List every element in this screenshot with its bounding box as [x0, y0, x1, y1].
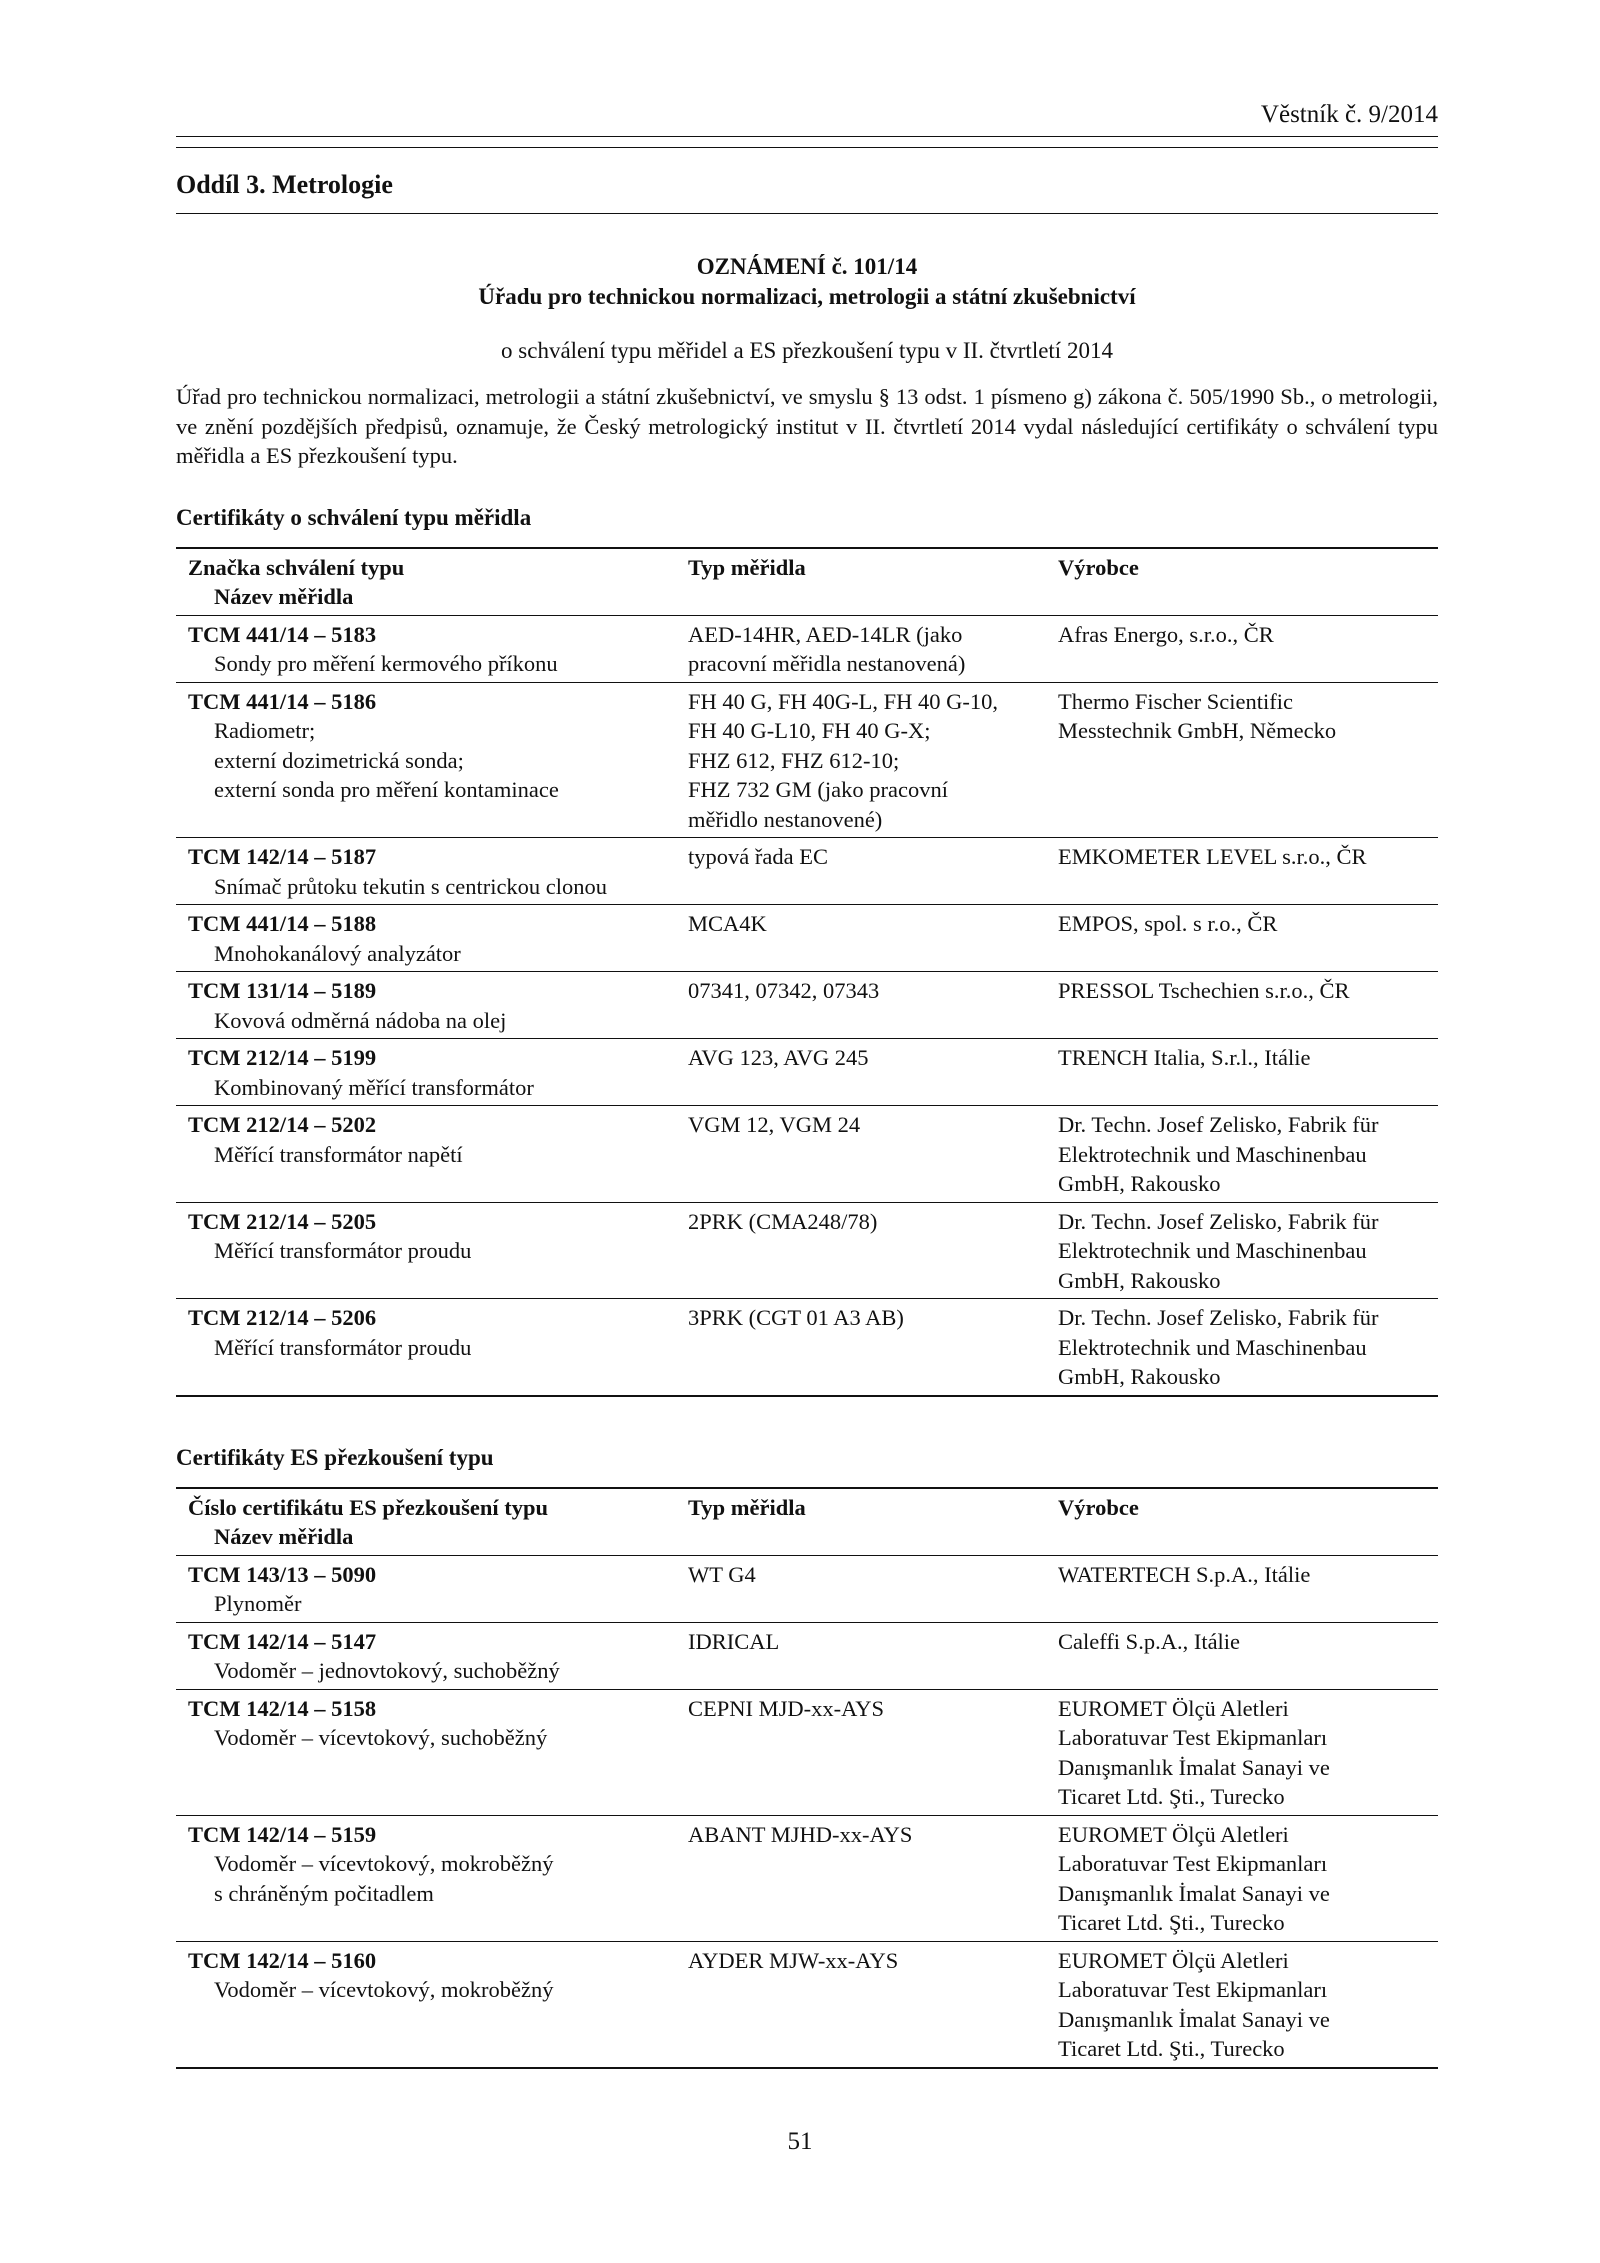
instrument-type-cell [676, 687, 1046, 835]
certificate-code: TCM 142/14 – 5147 [188, 1628, 377, 1654]
manufacturer: EUROMET Ölçü Aletleri [1058, 1695, 1289, 1721]
instrument-type-cell [676, 976, 1046, 1035]
manufacturer: EMPOS, spol. s r.o., ČR [1058, 911, 1278, 936]
certificate-cell [176, 620, 676, 679]
instrument-name: s chráněným počitadlem [214, 1880, 434, 1906]
header-type-label: Typ měřidla [688, 554, 806, 580]
header-cert-label: Číslo certifikátu ES přezkoušení typu [188, 1494, 549, 1520]
manufacturer: Ticaret Ltd. Şti., Turecko [1058, 2036, 1285, 2061]
certificate-code: TCM 441/14 – 5188 [188, 911, 377, 936]
instrument-name: Měřící transformátor proudu [214, 1238, 472, 1263]
announcement-subject: o schválení typu měřidel a ES přezkoušení typu v II. čtvrtletí 2014 [501, 338, 1113, 363]
certificate-cell [176, 909, 676, 968]
certificate-code: TCM 441/14 – 5183 [188, 621, 377, 647]
manufacturer: Laboratuvar Test Ekipmanları [1058, 1725, 1328, 1750]
table-row [176, 1298, 1438, 1395]
instrument-name: Radiometr; [214, 718, 316, 743]
journal-header: Věstník č. 9/2014 [1260, 101, 1438, 128]
manufacturer: Danışmanlık İmalat Sanayi ve [1058, 1754, 1330, 1780]
instrument-name: externí sonda pro měření kontaminace [214, 777, 559, 802]
instrument-type-cell [676, 1303, 1046, 1392]
manufacturer: GmbH, Rakousko [1058, 1267, 1221, 1293]
manufacturer-cell [1046, 1946, 1438, 2064]
instrument-type: ABANT MJHD-xx-AYS [688, 1821, 913, 1847]
manufacturer: Elektrotechnik und Maschinenbau [1058, 1141, 1367, 1167]
certificate-cell [176, 1207, 676, 1296]
certificate-cell [176, 687, 676, 835]
table-row [176, 1941, 1438, 2067]
instrument-type-cell [676, 1110, 1046, 1199]
manufacturer: GmbH, Rakousko [1058, 1171, 1221, 1196]
manufacturer-cell [1046, 1694, 1438, 1812]
manufacturer: Thermo Fischer Scientific [1058, 688, 1293, 714]
instrument-type: FHZ 612, FHZ 612-10; [688, 747, 900, 773]
manufacturer: Ticaret Ltd. Şti., Turecko [1058, 1784, 1285, 1809]
manufacturer: Messtechnik GmbH, Německo [1058, 718, 1337, 743]
instrument-name: Vodoměr – vícevtokový, mokroběžný [214, 1977, 554, 2002]
table-row [176, 1815, 1438, 1941]
header-mark-label: Značka schválení typu [188, 554, 405, 580]
instrument-name: Měřící transformátor proudu [214, 1334, 472, 1360]
instrument-name: Kombinovaný měřící transformátor [214, 1074, 534, 1100]
header-name-label: Název měřidla [214, 1524, 354, 1549]
table-row [176, 1038, 1438, 1105]
instrument-type: typová řada EC [688, 844, 828, 869]
section-rule-bottom [176, 213, 1438, 214]
instrument-type: AED-14HR, AED-14LR (jako [688, 621, 963, 647]
certificate-cell [176, 1110, 676, 1199]
instrument-type-cell [676, 1043, 1046, 1102]
certificate-cell [176, 1946, 676, 2064]
manufacturer: Afras Energo, s.r.o., ČR [1058, 621, 1274, 647]
manufacturer-cell [1046, 620, 1438, 679]
certificate-code: TCM 212/14 – 5206 [188, 1305, 377, 1330]
table-row [176, 904, 1438, 971]
instrument-name: Měřící transformátor napětí [214, 1141, 463, 1167]
instrument-type: AVG 123, AVG 245 [688, 1045, 869, 1070]
es-examination-certificates-table [176, 1487, 1438, 2069]
manufacturer-cell [1046, 976, 1438, 1035]
manufacturer: EUROMET Ölçü Aletleri [1058, 1821, 1289, 1847]
certificate-code: TCM 142/14 – 5187 [188, 844, 377, 869]
instrument-type-cell [676, 620, 1046, 679]
manufacturer-cell [1046, 1303, 1438, 1392]
instrument-type: IDRICAL [688, 1628, 780, 1654]
manufacturer-cell [1046, 842, 1438, 901]
instrument-name: Sondy pro měření kermového příkonu [214, 651, 558, 676]
instrument-name: Mnohokanálový analyzátor [214, 940, 461, 966]
certificate-code: TCM 142/14 – 5158 [188, 1695, 377, 1721]
header-name-label: Název měřidla [214, 584, 354, 609]
table-row [176, 971, 1438, 1038]
certificate-code: TCM 212/14 – 5205 [188, 1208, 377, 1234]
manufacturer: Dr. Techn. Josef Zelisko, Fabrik für [1058, 1305, 1379, 1330]
manufacturer: WATERTECH S.p.A., Itálie [1058, 1561, 1311, 1587]
instrument-type: FH 40 G, FH 40G-L, FH 40 G-10, [688, 688, 999, 714]
announcement-issuer: Úřadu pro technickou normalizaci, metrologii a státní zkušebnictví [478, 284, 1136, 309]
document-page [176, 100, 1438, 2069]
announcement-number: OZNÁMENÍ č. 101/14 [696, 254, 918, 279]
certificate-cell [176, 1820, 676, 1938]
table2-title: Certifikáty ES přezkoušení typu [176, 1444, 494, 1470]
instrument-type: 07341, 07342, 07343 [688, 978, 880, 1003]
instrument-type: 2PRK (CMA248/78) [688, 1208, 878, 1234]
manufacturer: PRESSOL Tschechien s.r.o., ČR [1058, 978, 1350, 1003]
table-header-row [176, 1489, 1438, 1555]
manufacturer: Laboratuvar Test Ekipmanları [1058, 1851, 1328, 1876]
manufacturer-cell [1046, 1110, 1438, 1199]
manufacturer: Ticaret Ltd. Şti., Turecko [1058, 1910, 1285, 1935]
certificate-code: TCM 142/14 – 5159 [188, 1821, 377, 1847]
table-row [176, 1689, 1438, 1815]
header-type-label: Typ měřidla [688, 1494, 806, 1520]
certificate-code: TCM 131/14 – 5189 [188, 978, 377, 1003]
instrument-name: Vodoměr – vícevtokový, suchoběžný [214, 1725, 548, 1750]
manufacturer-cell [1046, 687, 1438, 835]
instrument-type-cell [676, 842, 1046, 901]
manufacturer: Caleffi S.p.A., Itálie [1058, 1628, 1241, 1654]
table-row [176, 1555, 1438, 1622]
instrument-type-cell [676, 1627, 1046, 1686]
instrument-name: Vodoměr – vícevtokový, mokroběžný [214, 1851, 554, 1876]
table-row [176, 615, 1438, 682]
table-row [176, 1622, 1438, 1689]
certificate-cell [176, 1560, 676, 1619]
certificate-code: TCM 212/14 – 5199 [188, 1045, 377, 1070]
certificate-code: TCM 212/14 – 5202 [188, 1112, 377, 1137]
certificate-code: TCM 143/13 – 5090 [188, 1561, 377, 1587]
instrument-name: externí dozimetrická sonda; [214, 747, 464, 773]
manufacturer-cell [1046, 1207, 1438, 1296]
manufacturer: Danışmanlık İmalat Sanayi ve [1058, 2006, 1330, 2032]
instrument-type: pracovní měřidla nestanovená) [688, 651, 966, 676]
manufacturer-cell [1046, 1043, 1438, 1102]
certificate-cell [176, 976, 676, 1035]
manufacturer: Elektrotechnik und Maschinenbau [1058, 1238, 1367, 1263]
manufacturer: Danışmanlık İmalat Sanayi ve [1058, 1880, 1330, 1906]
instrument-type-cell [676, 1207, 1046, 1296]
manufacturer: GmbH, Rakousko [1058, 1364, 1221, 1389]
instrument-type-cell [676, 1694, 1046, 1812]
instrument-type: VGM 12, VGM 24 [688, 1112, 861, 1137]
manufacturer-cell [1046, 909, 1438, 968]
table-row [176, 837, 1438, 904]
header-cert-cell [176, 1493, 676, 1552]
certificate-code: TCM 441/14 – 5186 [188, 688, 377, 714]
instrument-type: FH 40 G-L10, FH 40 G-X; [688, 718, 931, 743]
page-number: 51 [787, 2128, 813, 2155]
header-rule [176, 136, 1438, 137]
manufacturer-cell [1046, 1820, 1438, 1938]
certificate-cell [176, 1043, 676, 1102]
table-row [176, 1105, 1438, 1202]
certificate-cell [176, 842, 676, 901]
manufacturer-cell [1046, 1560, 1438, 1619]
table1-title: Certifikáty o schválení typu měřidla [176, 504, 532, 530]
instrument-type-cell [676, 1560, 1046, 1619]
section-title: Oddíl 3. Metrologie [176, 170, 393, 199]
instrument-type: WT G4 [688, 1561, 756, 1587]
section-heading-block [176, 147, 1438, 214]
manufacturer: Dr. Techn. Josef Zelisko, Fabrik für [1058, 1208, 1379, 1234]
header-maker-label: Výrobce [1058, 554, 1139, 580]
manufacturer: TRENCH Italia, S.r.l., Itálie [1058, 1045, 1311, 1070]
instrument-name: Snímač průtoku tekutin s centrickou clonou [214, 873, 608, 899]
instrument-type: CEPNI MJD-xx-AYS [688, 1695, 885, 1721]
instrument-type: 3PRK (CGT 01 A3 AB) [688, 1305, 904, 1330]
table-row [176, 682, 1438, 838]
certificate-cell [176, 1303, 676, 1392]
certificate-code: TCM 142/14 – 5160 [188, 1947, 377, 1973]
manufacturer: EUROMET Ölçü Aletleri [1058, 1947, 1289, 1973]
manufacturer-cell [1046, 1627, 1438, 1686]
instrument-type: MCA4K [688, 911, 767, 936]
table-row [176, 1202, 1438, 1299]
announcement-intro: Úřad pro technickou normalizaci, metrologii a státní zkušebnictví, ve smyslu § 13 odst. 1 písmeno g) zákona č. 505/1990 Sb., o metrologii, ve znění pozdějších předpisů, oznamuje, že Český metrologický institut v II. čtvrtletí 2014 vydal následující certifikáty o schválení typu měřidla a ES přezkoušení typu. [176, 384, 1438, 468]
certificate-cell [176, 1694, 676, 1812]
table-header-row [176, 549, 1438, 615]
manufacturer: Dr. Techn. Josef Zelisko, Fabrik für [1058, 1112, 1379, 1137]
manufacturer: EMKOMETER LEVEL s.r.o., ČR [1058, 844, 1367, 869]
instrument-name: Vodoměr – jednovtokový, suchoběžný [214, 1658, 560, 1683]
certificate-cell [176, 1627, 676, 1686]
approval-certificates-table [176, 547, 1438, 1397]
instrument-type-cell [676, 1946, 1046, 2064]
instrument-type: měřidlo nestanovené) [688, 806, 883, 832]
instrument-name: Kovová odměrná nádoba na olej [214, 1007, 507, 1033]
instrument-type: FHZ 732 GM (jako pracovní [688, 777, 948, 802]
instrument-name: Plynoměr [214, 1591, 302, 1616]
manufacturer: Elektrotechnik und Maschinenbau [1058, 1334, 1367, 1360]
header-maker-label: Výrobce [1058, 1494, 1139, 1520]
manufacturer: Laboratuvar Test Ekipmanları [1058, 1977, 1328, 2002]
header-mark-cell [176, 553, 676, 612]
instrument-type-cell [676, 1820, 1046, 1938]
instrument-type: AYDER MJW-xx-AYS [688, 1947, 899, 1973]
instrument-type-cell [676, 909, 1046, 968]
